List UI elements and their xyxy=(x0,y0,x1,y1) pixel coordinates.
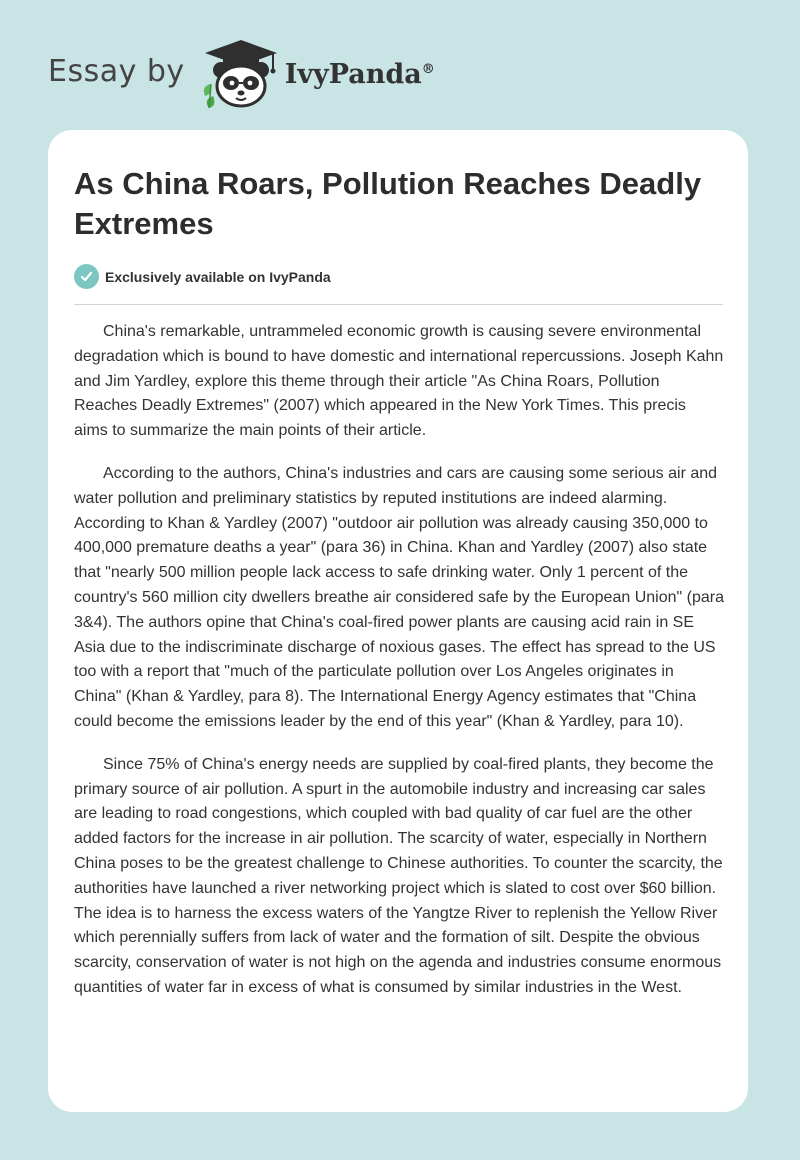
divider xyxy=(74,304,723,305)
paragraph: China's remarkable, untrammeled economic growth is causing severe environmental degradation which is bound to have domestic and international repercussions. Joseph Kahn and Jim Yardley, explore this theme through their article "As China Roars, Pollution Reaches Deadly Extremes" (2007) which appeared in the New York Times. This precis aims to summarize the main points of their article. xyxy=(74,323,724,440)
paragraph: According to the authors, China's industries and cars are causing some serious air and water pollution and preliminary statistics by reputed institutions are indeed alarming. According to Khan & Yardley (2007) "outdoor air pollution was already causing 350,000 to 400,000 premature deaths a year" (para 36) in China. Khan and Yardley (2007) also state that "nearly 500 million people lack access to safe drinking water. Only 1 percent of the country's 560 million city dwellers breathe air considered safe by the European Union" (para 3&4). The authors opine that China's coal-fired power plants are causing acid rain in SE Asia due to the indiscriminate discharge of noxious gases. The effect has spread to the US too with a report that "much of the particulate pollution over Los Angeles originates in China" (Khan & Yardley, para 8). The International Energy Agency estimates that "China could become the emissions leader by the end of this year" (Khan & Yardley, para 10). xyxy=(74,464,724,730)
checkmark-icon xyxy=(74,264,99,289)
brand-name: IvyPanda® xyxy=(284,58,435,90)
badge-label: Exclusively available on IvyPanda xyxy=(105,268,331,285)
site-logo[interactable] xyxy=(48,38,435,110)
paragraph: Since 75% of China's energy needs are supplied by coal-fired plants, they become the primary source of air pollution. A spurt in the automobile industry and increasing car sales are leading to road congestions, which coupled with bad quality of car fuel are the other added factors for the increase in air pollution. The scarcity of water, especially in Northern China poses to be the greatest challenge to Chinese authorities. To counter the scarcity, the authorities have launched a river networking project which is slated to cost over $60 billion. The idea is to harness the excess waters of the Yangtze River to replenish the Yellow River which perennially suffers from lack of water and the formation of silt. Despite the obvious scarcity, conservation of water is not high on the agenda and industries consume enormous quantities of water far in excess of what is consumed by similar industries in the West. xyxy=(74,755,723,996)
exclusive-badge xyxy=(74,264,331,289)
essay-body xyxy=(74,320,724,1019)
trademark-symbol: ® xyxy=(421,61,435,77)
essay-title: As China Roars, Pollution Reaches Deadly Extremes xyxy=(74,166,702,241)
essay-card xyxy=(48,130,748,1112)
essay-by-label: Essay by xyxy=(48,53,185,89)
panda-graduate-icon xyxy=(199,38,283,110)
